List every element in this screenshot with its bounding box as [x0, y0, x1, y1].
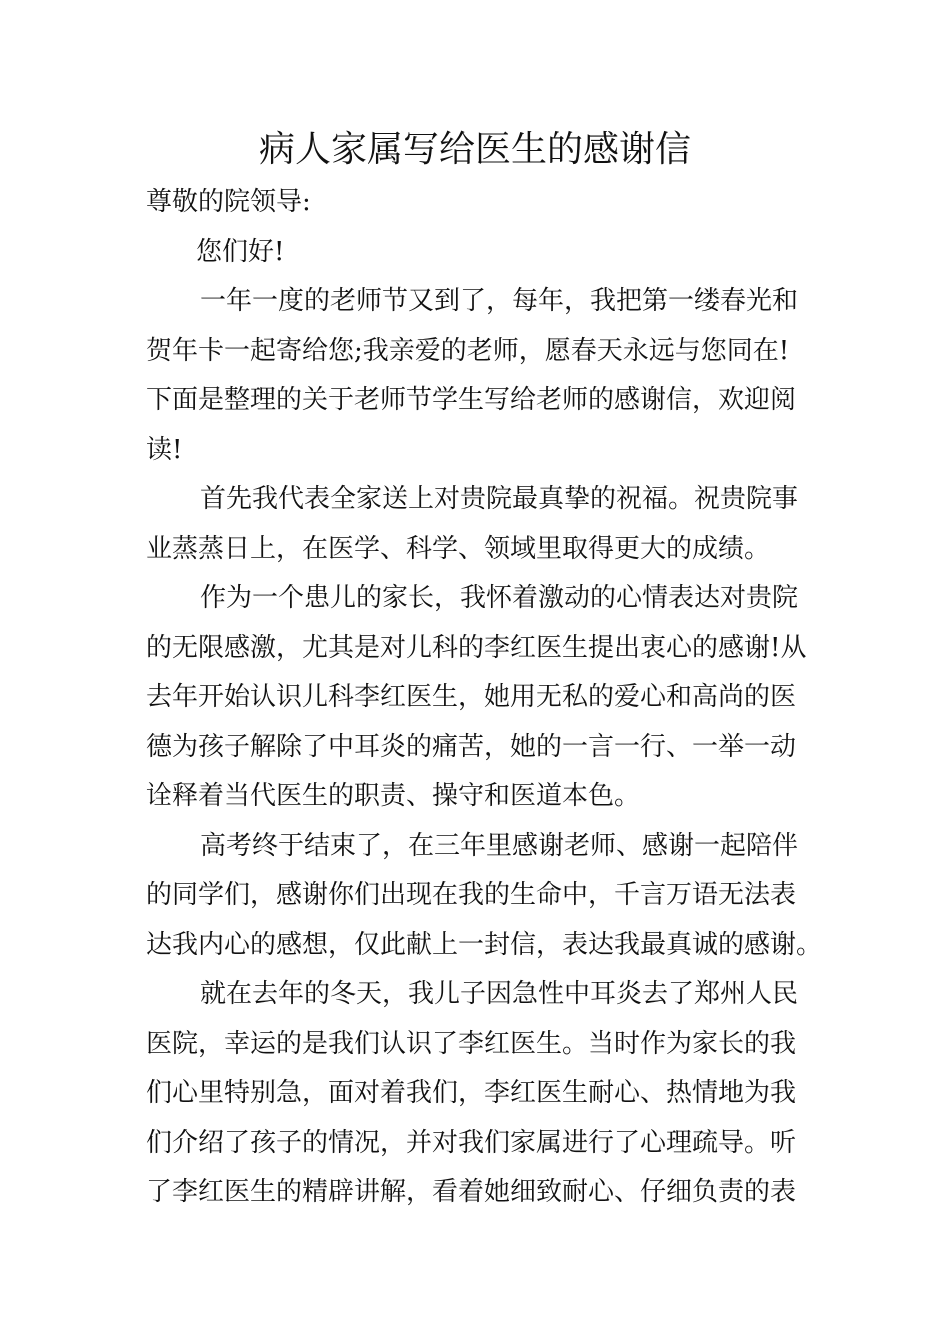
- paragraph-line: 去年开始认识儿科李红医生，她用无私的爱心和高尚的医: [146, 682, 797, 712]
- paragraph-line: 们心里特别急，面对着我们，李红医生耐心、热情地为我: [146, 1078, 797, 1108]
- paragraph-line: 就在去年的冬天，我儿子因急性中耳炎去了郑州人民: [200, 979, 799, 1009]
- paragraph-line: 医院，幸运的是我们认识了李红医生。当时作为家长的我: [146, 1028, 797, 1059]
- paragraph-line: 诠释着当代医生的职责、操守和医道本色。: [146, 781, 641, 811]
- paragraph-line: 的无限感激，尤其是对儿科的李红医生提出衷心的感谢!从: [146, 632, 807, 663]
- paragraph-line: 达我内心的感想，仅此献上一封信，表达我最真诚的感谢。: [146, 929, 823, 960]
- salutation: 尊敬的院领导:: [146, 187, 311, 217]
- paragraph-line: 业蒸蒸日上，在医学、科学、领域里取得更大的成绩。: [146, 533, 771, 564]
- paragraph-line: 首先我代表全家送上对贵院最真挚的祝福。祝贵院事: [200, 484, 799, 514]
- greeting: 您们好!: [196, 236, 285, 267]
- paragraph-line: 读!: [146, 434, 183, 465]
- paragraph-line: 一年一度的老师节又到了，每年，我把第一缕春光和: [200, 286, 799, 316]
- paragraph-line: 作为一个患儿的家长，我怀着激动的心情表达对贵院: [200, 583, 799, 613]
- paragraph-line: 了李红医生的精辟讲解，看着她细致耐心、仔细负责的表: [146, 1177, 797, 1207]
- paragraph-line: 高考终于结束了，在三年里感谢老师、感谢一起陪伴: [200, 830, 799, 861]
- paragraph-line: 德为孩子解除了中耳炎的痛苦，她的一言一行、一举一动: [146, 731, 797, 762]
- paragraph-line: 下面是整理的关于老师节学生写给老师的感谢信，欢迎阅: [146, 385, 797, 415]
- letter-body: [146, 178, 823, 1218]
- document-title: 病人家属写给医生的感谢信: [258, 129, 691, 170]
- paragraph-line: 们介绍了孩子的情况，并对我们家属进行了心理疏导。听: [146, 1127, 797, 1158]
- paragraph-line: 贺年卡一起寄给您;我亲爱的老师，愿春天永远与您同在!: [146, 335, 790, 366]
- paragraph-line: 的同学们，感谢你们出现在我的生命中，千言万语无法表: [146, 880, 797, 910]
